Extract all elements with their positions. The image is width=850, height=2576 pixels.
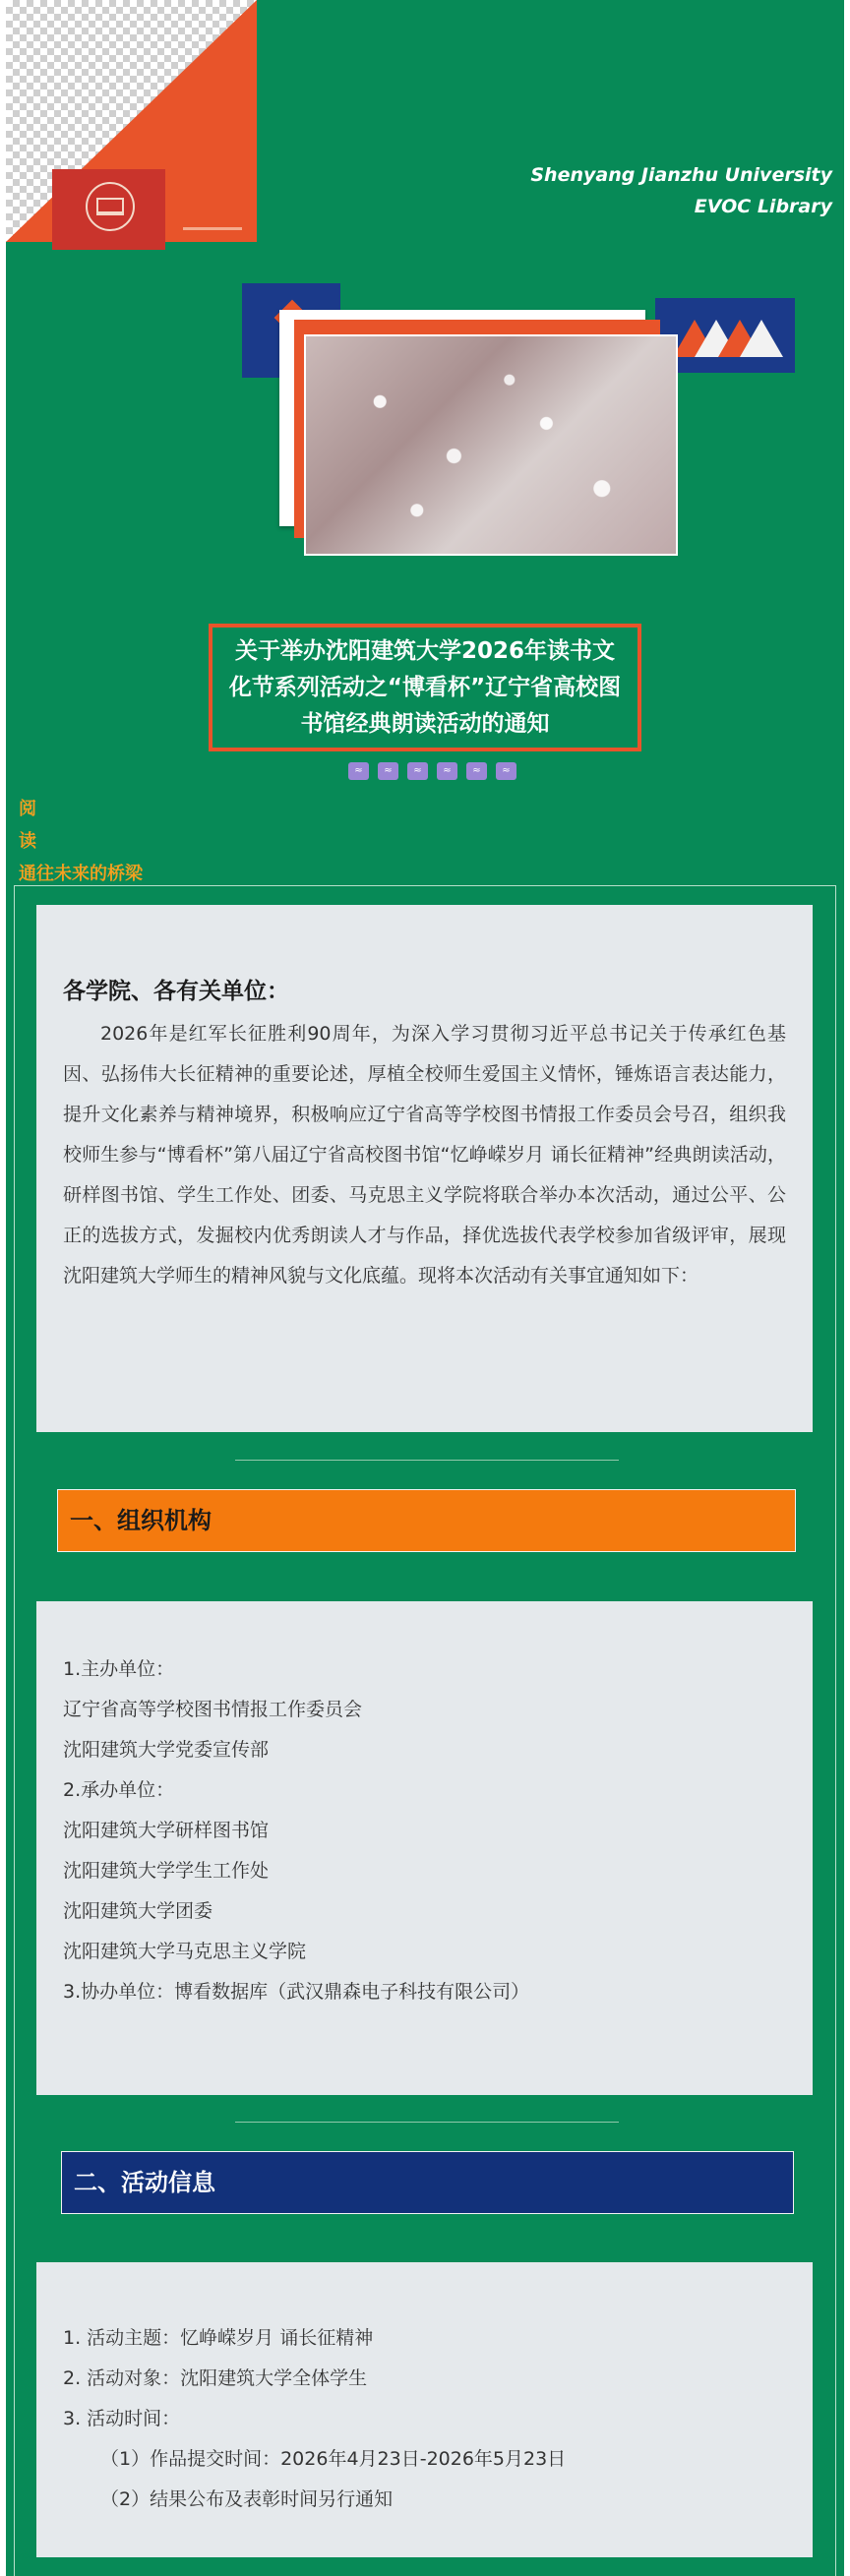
tagline-line-2: 读 <box>19 831 36 852</box>
library-en-line: EVOC Library <box>694 196 832 217</box>
list-item: 沈阳建筑大学团委 <box>63 1900 213 1922</box>
list-item: 1. 活动主题：忆峥嵘岁月 诵长征精神 <box>63 2327 374 2349</box>
salutation: 各学院、各有关单位： <box>63 979 289 1004</box>
article-title: 关于举办沈阳建筑大学2026年读书文化节系列活动之“博看杯”辽宁省高校图书馆经典朗读活动的通知 <box>228 637 622 737</box>
divider <box>235 1460 619 1461</box>
list-item: （1）作品提交时间：2026年4月23日-2026年5月23日 <box>100 2448 567 2470</box>
wave-icon: ≈ <box>437 762 457 780</box>
wave-icon: ≈ <box>496 762 516 780</box>
tagline <box>19 793 143 890</box>
organization-list <box>63 1649 529 2012</box>
list-item: 沈阳建筑大学学生工作处 <box>63 1860 270 1882</box>
wechat-watermark <box>183 224 242 234</box>
university-seal-logo <box>52 169 165 250</box>
wave-icon: ≈ <box>348 762 369 780</box>
university-en-line: Shenyang Jianzhu University <box>530 164 832 186</box>
list-item: 3.协办单位：博看数据库（武汉鼎森电子科技有限公司） <box>63 1981 530 2003</box>
article-page <box>6 0 844 2576</box>
list-item: 3. 活动时间： <box>63 2408 181 2429</box>
list-item: 1.主办单位： <box>63 1658 175 1680</box>
wave-icon-row <box>348 762 516 780</box>
list-item: 2. 活动对象：沈阳建筑大学全体学生 <box>63 2367 368 2389</box>
wave-icon: ≈ <box>407 762 428 780</box>
list-item: 沈阳建筑大学党委宣传部 <box>63 1739 270 1761</box>
blossom-photo <box>304 334 678 556</box>
university-name-en <box>530 159 832 222</box>
wave-icon: ≈ <box>378 762 398 780</box>
divider <box>235 2122 619 2123</box>
article-title-box <box>209 624 641 751</box>
list-item: 2.承办单位： <box>63 1779 175 1801</box>
tagline-line-3: 通往未来的桥梁 <box>19 864 143 884</box>
section-heading-activity-info: 二、活动信息 <box>61 2151 794 2214</box>
wave-icon: ≈ <box>466 762 487 780</box>
list-item: 沈阳建筑大学马克思主义学院 <box>63 1941 307 1962</box>
activity-info-list <box>63 2318 566 2520</box>
section-heading-organization: 一、组织机构 <box>57 1489 796 1552</box>
intro-paragraph: 2026年是红军长征胜利90周年，为深入学习贯彻习近平总书记关于传承红色基因、弘扬伟大长征精神的重要论述，厚植全校师生爱国主义情怀，锤炼语言表达能力，提升文化素养与精神境界，积极响应辽宁省高等学校图书情报工作委员会号召，组织我校师生参与“博看杯”第八届辽宁省高校图书馆“忆峥嵘岁月 诵长征精神”经典朗读活动，研样图书馆、学生工作处、团委、马克思主义学院将联合举办本次活动，通过公平、公正的选拔方式，发掘校内优秀朗读人才与作品，择优选拔代表学校参加省级评审，展现沈阳建筑大学师生的精神风貌与文化底蕴。现将本次活动有关事宜通知如下： <box>63 1023 786 1287</box>
list-item: 辽宁省高等学校图书情报工作委员会 <box>63 1699 363 1720</box>
list-item: 沈阳建筑大学研样图书馆 <box>63 1820 270 1841</box>
list-item: （2）结果公布及表彰时间另行通知 <box>100 2488 394 2510</box>
tagline-line-1: 阅 <box>19 799 36 819</box>
